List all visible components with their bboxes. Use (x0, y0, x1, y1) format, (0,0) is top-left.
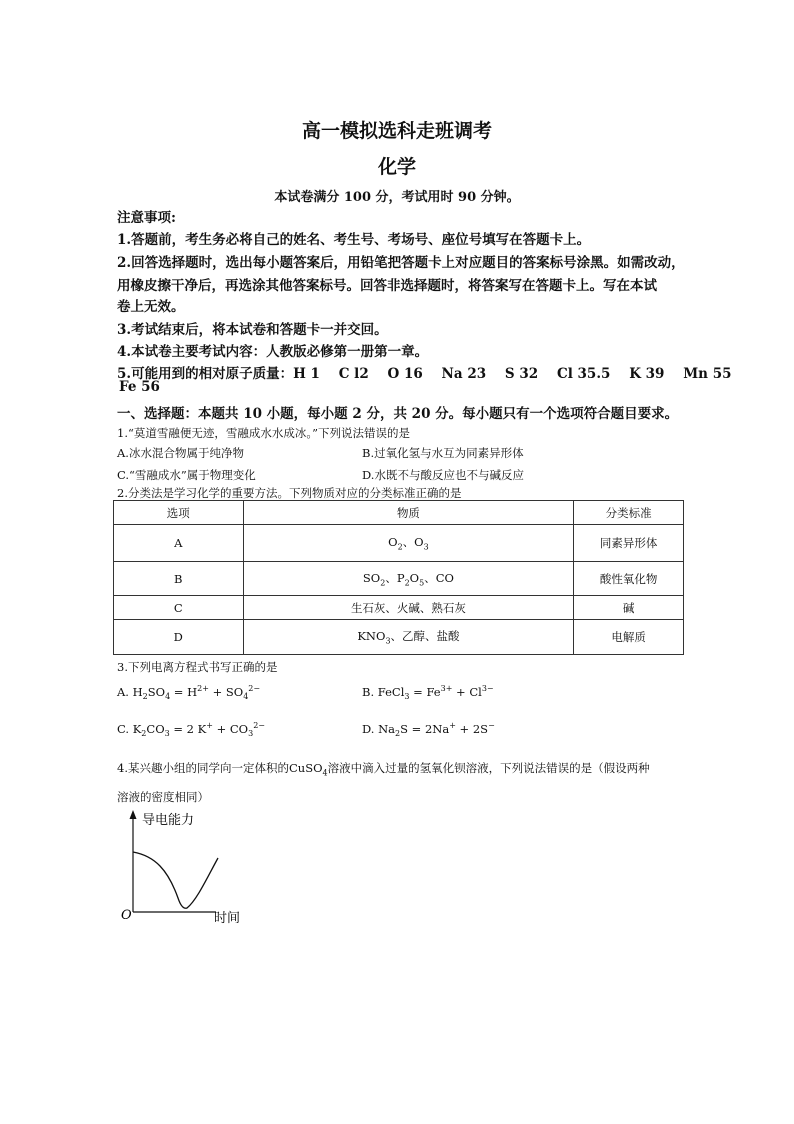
note-item: 1.答题前，考生务必将自己的姓名、考生号、考场号、座位号填写在答题卡上。 (117, 232, 591, 248)
question-1-option-a: A.冰水混合物属于纯净物 (117, 446, 244, 460)
table-cell-standard: 同素异形体 (574, 525, 684, 562)
section-heading: 一、选择题：本题共 10 小题，每小题 2 分，共 20 分。每小题只有一个选项符合题目要求。 (117, 406, 679, 422)
exam-info: 本试卷满分 100 分，考试用时 90 分钟。 (274, 190, 520, 205)
table-cell-standard: 碱 (574, 596, 684, 620)
table-row (114, 525, 684, 562)
note-item: 卷上无效。 (117, 299, 185, 315)
subject-title: 化学 (377, 156, 416, 178)
note-item: 4.本试卷主要考试内容：人教版必修第一册第一章。 (117, 344, 429, 360)
question-3-stem: 3.下列电离方程式书写正确的是 (117, 660, 278, 674)
conductivity-graph (110, 808, 260, 928)
table-header-row (114, 501, 684, 525)
table-header: 分类标准 (574, 501, 684, 525)
table-cell-option: C (114, 596, 244, 620)
question-1-stem: 1.“莫道雪融便无迹，雪融成水水成冰。”下列说法错误的是 (117, 426, 410, 440)
table-cell-substance: $SO_2$、$P_2O_5$、CO (243, 562, 574, 596)
table-row (114, 596, 684, 620)
question-1-option-c: C.“雪融成水”属于物理变化 (117, 468, 256, 482)
question-4-stem-line2: 溶液的密度相同） (117, 790, 209, 804)
question-2-stem: 2.分类法是学习化学的重要方法。下列物质对应的分类标准正确的是 (117, 486, 462, 500)
question-4-stem: 4.某兴趣小组的同学向一定体积的CuSO$_4$溶液中滴入过量的氢氧化钡溶液，下列说法错误的是（假设两种 (117, 761, 650, 778)
note-item: 2.回答选择题时，选出每小题答案后，用铅笔把答题卡上对应题目的答案标号涂黑。如需改动， (117, 255, 685, 271)
classification-table (113, 500, 684, 655)
exam-title: 高一模拟选科走班调考 (301, 120, 492, 142)
table-header: 选项 (114, 501, 244, 525)
y-axis-arrow-icon (130, 810, 137, 819)
question-3-option-c: C. $K_2CO_3 = 2$ $K^+ + CO_3^{2-}$ (117, 721, 266, 739)
x-axis-label: 时间 (214, 911, 241, 926)
notes-heading: 注意事项: (117, 210, 176, 226)
y-axis-label: 导电能力 (142, 813, 195, 828)
question-3-option-a: A. $H_2SO_4 = H^{2+} + SO_4^{2-}$ (117, 684, 261, 702)
table-cell-standard: 电解质 (574, 620, 684, 655)
table-row (114, 620, 684, 655)
table-cell-option: A (114, 525, 244, 562)
conductivity-curve (133, 852, 218, 908)
table-cell-substance: $O_2$、$O_3$ (243, 525, 574, 562)
note-item: 3.考试结束后，将本试卷和答题卡一并交回。 (117, 322, 388, 338)
note-item: Fe 56 (119, 379, 160, 395)
question-1-option-d: D.水既不与酸反应也不与碱反应 (362, 468, 524, 482)
table-header: 物质 (243, 501, 574, 525)
note-item: 5.可能用到的相对原子质量：H 1 C l2 O 16 Na 23 S 32 Cl 35.5 K 39 Mn 55 (117, 366, 732, 382)
table-cell-option: D (114, 620, 244, 655)
table-cell-substance: $KNO_3$、乙醇、盐酸 (243, 620, 574, 655)
note-item: 用橡皮擦干净后，再选涂其他答案标号。回答非选择题时，将答案写在答题卡上。写在本试 (117, 278, 657, 294)
origin-label: O (121, 908, 132, 923)
question-3-option-d: D. $Na_2S = 2Na^+ + 2S^-$ (362, 721, 495, 739)
question-3-option-b: B. FeCl$_3$ = $Fe^{3+} + Cl^{3-}$ (362, 684, 494, 702)
question-1-option-b: B.过氧化氢与水互为同素异形体 (362, 446, 524, 460)
table-cell-option: B (114, 562, 244, 596)
table-cell-standard: 酸性氧化物 (574, 562, 684, 596)
table-cell-substance: 生石灰、火碱、熟石灰 (243, 596, 574, 620)
table-row (114, 562, 684, 596)
